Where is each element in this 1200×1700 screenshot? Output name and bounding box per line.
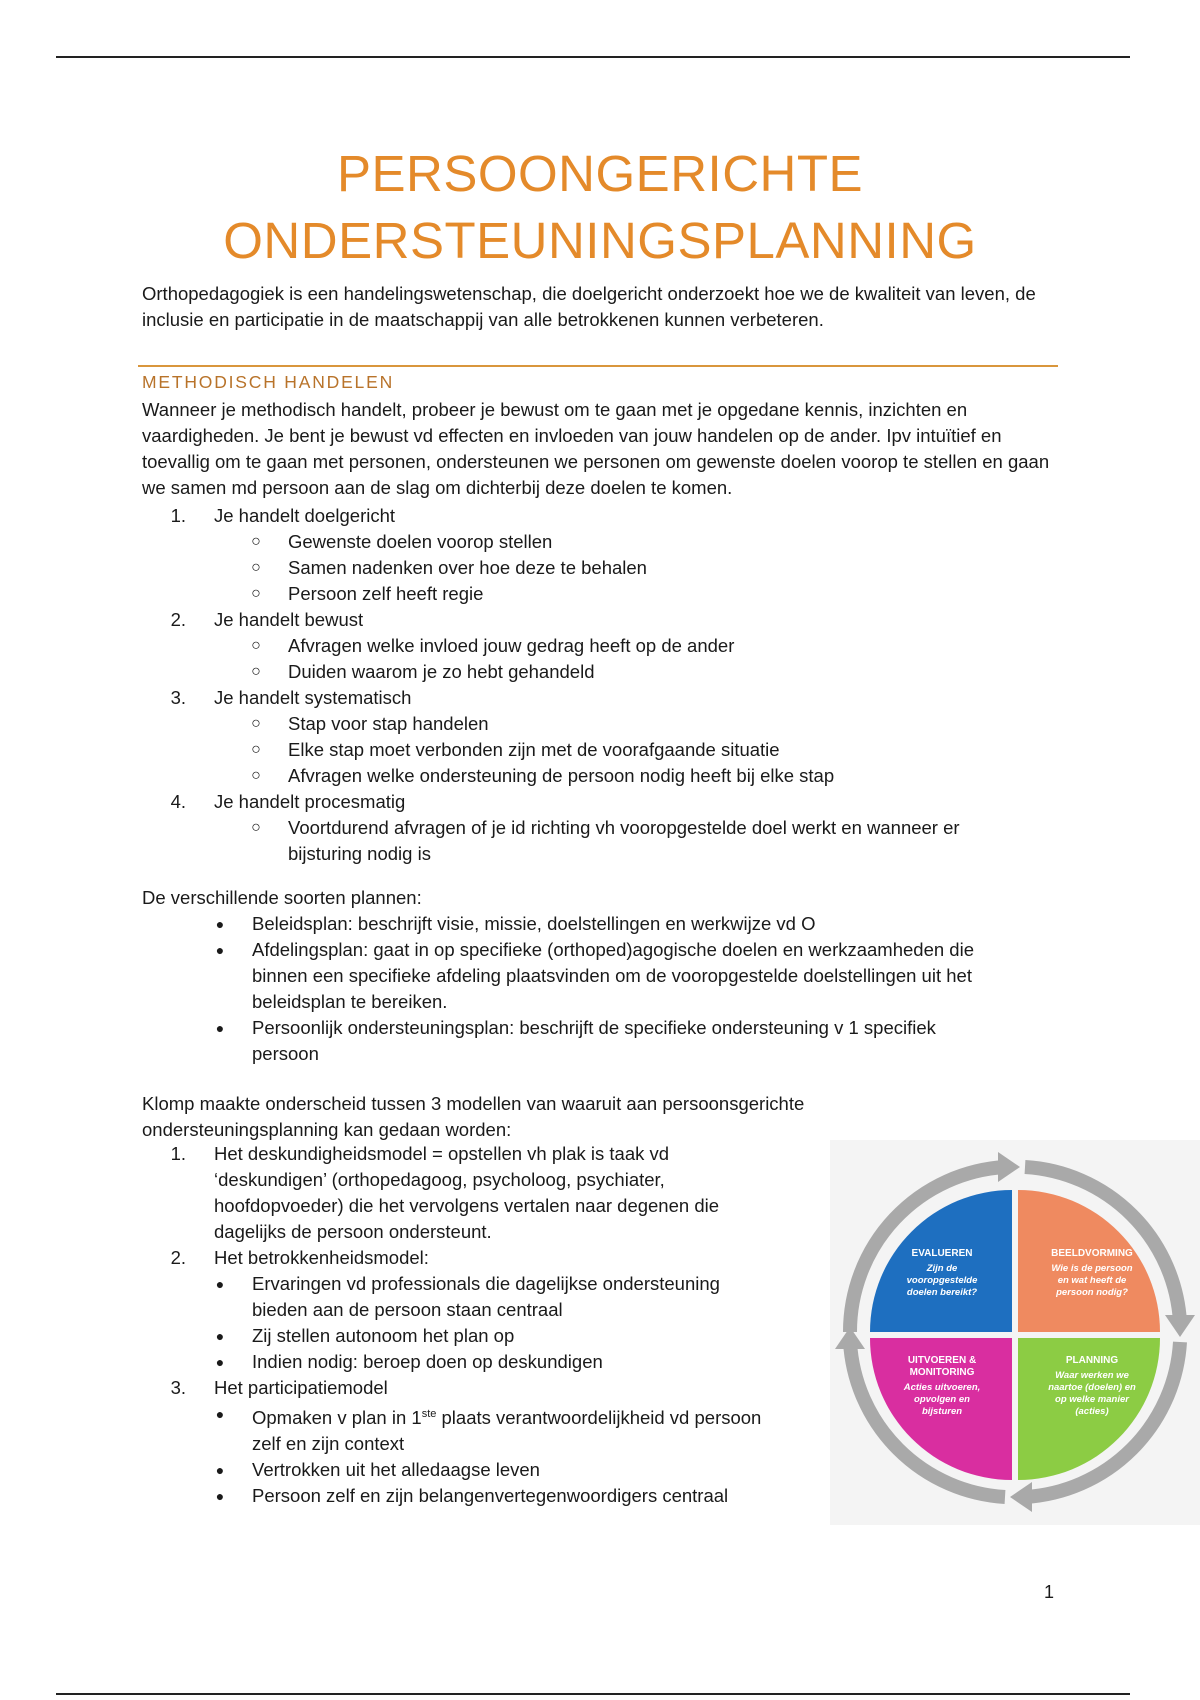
evalueren-title: EVALUEREN	[911, 1248, 973, 1259]
list-item: ● Persoonlijk ondersteuningsplan: beschrijft de specifieke ondersteuning v 1 specifiek persoon	[215, 1017, 936, 1064]
section-divider	[138, 365, 1058, 367]
title-line-2: ONDERSTEUNINGSPLANNING	[223, 212, 977, 269]
title-line-1: PERSOONGERICHTE	[336, 145, 864, 202]
list-item: 2. Je handelt bewust	[170, 609, 364, 630]
page-title	[140, 140, 1060, 274]
svg-text:doelen bereikt?: doelen bereikt?	[906, 1287, 978, 1298]
sub-item: ● Opmaken v plan in 1ste plaats verantwoordelijkheid vd persoon zelf en zijn context	[215, 1406, 762, 1455]
quadrant-evalueren	[870, 1190, 1012, 1332]
svg-text:en wat heeft de: en wat heeft de	[1057, 1275, 1127, 1286]
sub-item: ○ Duiden waarom je zo hebt gehandeld	[251, 661, 595, 682]
planning-cycle-diagram	[830, 1140, 1200, 1525]
svg-text:MONITORING: MONITORING	[909, 1367, 975, 1378]
cycle-svg	[830, 1140, 1200, 1525]
plans-list	[142, 911, 1072, 1067]
sub-item: ● Ervaringen vd professionals die dagelijkse ondersteuning bieden aan de persoon staan centraal	[215, 1273, 720, 1320]
sub-item: ○ Gewenste doelen voorop stellen	[251, 531, 553, 552]
svg-text:Acties uitvoeren,: Acties uitvoeren,	[903, 1382, 981, 1393]
svg-text:bijsturen: bijsturen	[921, 1406, 963, 1417]
list-item: 4. Je handelt procesmatig	[170, 791, 406, 812]
uitvoeren-title: UITVOEREN &	[907, 1355, 977, 1366]
sub-item: ○ Samen nadenken over hoe deze te behalen	[251, 557, 647, 578]
list-item: ● Afdelingsplan: gaat in op specifieke (orthoped)agogische doelen en werkzaamheden die binnen een specifieke afdeling plaatsvinden om de vooropgestelde doelstellingen uit het beleidsplan te bereiken.	[215, 939, 974, 1012]
planning-title: PLANNING	[1065, 1355, 1119, 1366]
svg-text:opvolgen en: opvolgen en	[914, 1394, 970, 1405]
sub-item: ● Persoon zelf en zijn belangenvertegenwoordigers centraal	[215, 1485, 729, 1507]
sub-item: ● Vertrokken uit het alledaagse leven	[215, 1459, 540, 1481]
beeldvorming-title: BEELDVORMING	[1051, 1248, 1133, 1259]
sub-item: ○ Afvragen welke invloed jouw gedrag heeft op de ander	[251, 635, 735, 656]
models-list	[142, 1141, 832, 1509]
klomp-intro: Klomp maakte onderscheid tussen 3 modellen van waaruit aan persoonsgerichte ondersteuningsplanning kan gedaan worden:	[142, 1093, 805, 1140]
list-item: 3. Je handelt systematisch	[170, 687, 412, 708]
quadrant-beeldvorming	[1018, 1190, 1160, 1332]
svg-text:persoon nodig?: persoon nodig?	[1056, 1287, 1128, 1298]
sub-item: ○ Voortdurend afvragen of je id richting vh vooropgestelde doel werkt en wanneer er bijsturing nodig is	[251, 817, 960, 864]
sub-item: ○ Stap voor stap handelen	[251, 713, 489, 734]
list-item: ● Beleidsplan: beschrijft visie, missie, doelstellingen en werkwijze vd O	[215, 913, 816, 934]
svg-text:naartoe (doelen) en: naartoe (doelen) en	[1048, 1382, 1136, 1393]
bottom-rule	[56, 1693, 1130, 1695]
svg-text:Zijn de: Zijn de	[926, 1263, 958, 1274]
svg-text:op welke manier: op welke manier	[1055, 1394, 1129, 1405]
svg-text:Waar werken we: Waar werken we	[1055, 1370, 1129, 1381]
svg-text:Wie is de persoon: Wie is de persoon	[1051, 1263, 1133, 1274]
list-item: 1. Het deskundigheidsmodel = opstellen vh plak is taak vd ‘deskundigen’ (orthopedagoog, psycholoog, psychiater, hoofdopvoeder) die het vervolgens vertalen naar degenen die dagelijks de persoon ondersteunt.	[170, 1143, 720, 1242]
section-heading: METHODISCH HANDELEN	[142, 372, 395, 392]
sub-item: ○ Elke stap moet verbonden zijn met de voorafgaande situatie	[251, 739, 780, 760]
top-rule	[56, 56, 1130, 58]
intro-paragraph: Orthopedagogiek is een handelingswetenschap, die doelgericht onderzoekt hoe we de kwaliteit van leven, de inclusie en participatie in de maatschappij van alle betrokkenen kunnen verbeteren.	[142, 283, 1036, 330]
method-list	[142, 503, 1072, 867]
sub-item: ● Zij stellen autonoom het plan op	[215, 1325, 515, 1346]
svg-text:vooropgestelde: vooropgestelde	[906, 1275, 978, 1286]
page-number: 1	[1044, 1582, 1055, 1602]
svg-text:(acties): (acties)	[1075, 1406, 1109, 1417]
list-item: 1. Je handelt doelgericht	[170, 505, 396, 526]
plans-intro: De verschillende soorten plannen:	[142, 887, 422, 908]
sub-item: ○ Persoon zelf heeft regie	[251, 583, 484, 604]
list-item: 2. Het betrokkenheidsmodel:	[170, 1247, 429, 1268]
list-item: 3. Het participatiemodel	[170, 1377, 388, 1398]
sub-item: ● Indien nodig: beroep doen op deskundigen	[215, 1351, 603, 1372]
section-intro: Wanneer je methodisch handelt, probeer je bewust om te gaan met je opgedane kennis, inzichten en vaardigheden. Je bent je bewust vd effecten en invloeden van jouw handelen op de ander. Ipv intuïtief en toevallig om te gaan met personen, ondersteunen we personen om gewenste doelen voorop te stellen en gaan we samen md persoon aan de slag om dichterbij deze doelen te komen.	[142, 399, 1050, 498]
sub-item: ○ Afvragen welke ondersteuning de persoon nodig heeft bij elke stap	[251, 765, 835, 786]
